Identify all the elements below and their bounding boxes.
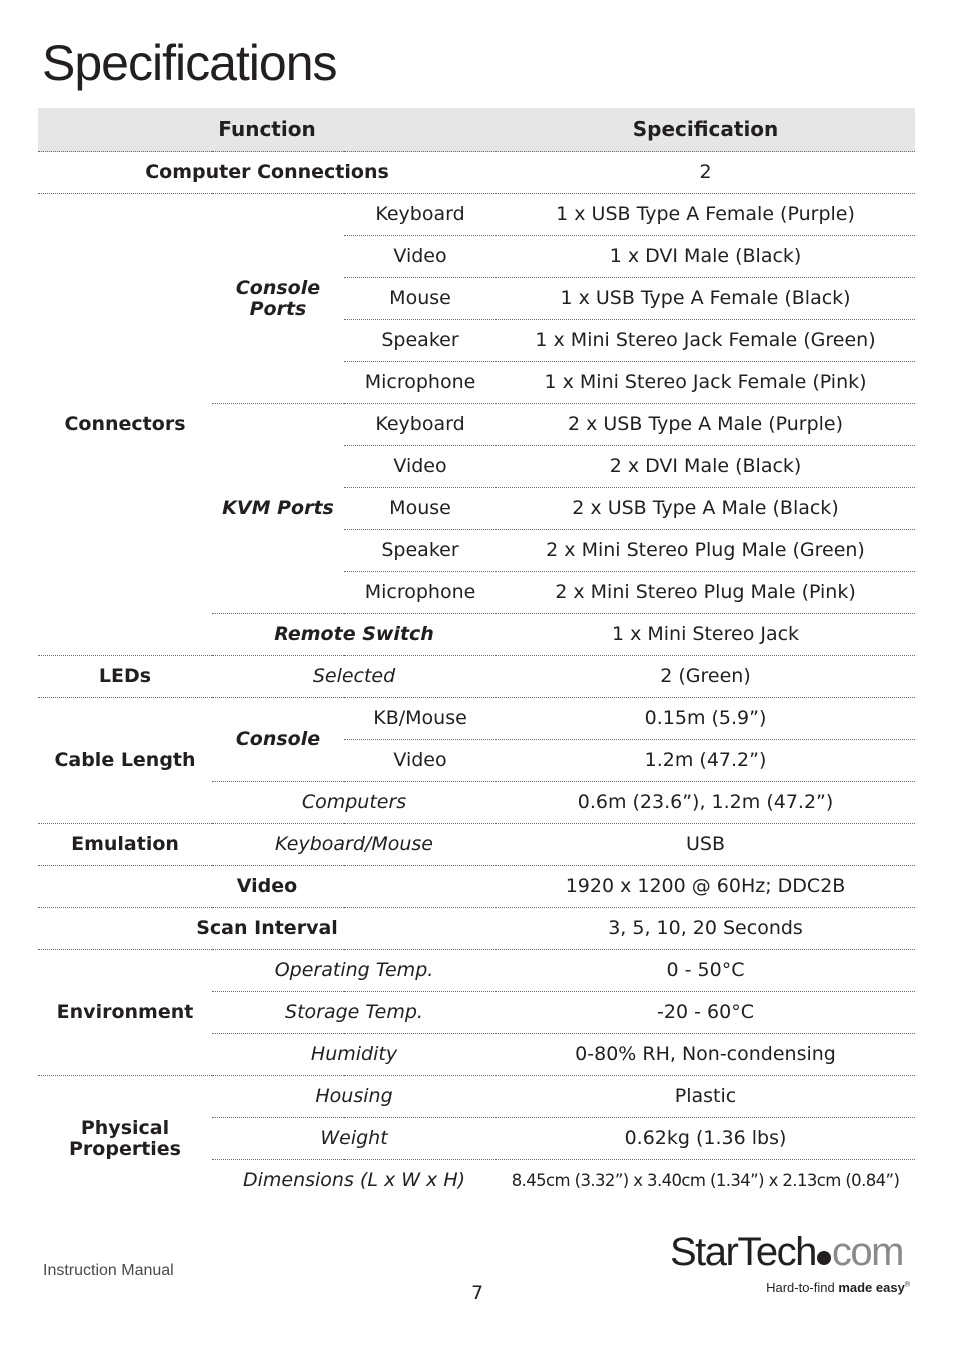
remote-switch-label: Remote Switch xyxy=(212,614,496,656)
physical-item: Dimensions (L x W x H) xyxy=(242,1169,466,1191)
logo-registered-mark: ® xyxy=(904,1281,910,1289)
table-row xyxy=(38,950,915,992)
logo-wordmark xyxy=(670,1230,910,1274)
table-row xyxy=(38,866,915,908)
table-row xyxy=(38,1076,915,1118)
computer-connections-label: Computer Connections xyxy=(38,152,496,194)
environment-value: -20 - 60°C xyxy=(496,992,915,1034)
port-value: 1 x USB Type A Female (Black) xyxy=(496,278,915,320)
port-name: Video xyxy=(344,446,496,488)
specifications-table xyxy=(38,108,915,1201)
logo-brand-start: StarTech xyxy=(670,1230,816,1274)
environment-label: Environment xyxy=(38,950,212,1076)
table-row xyxy=(38,194,915,236)
environment-item: Humidity xyxy=(212,1034,496,1076)
port-value: 2 x DVI Male (Black) xyxy=(496,446,915,488)
port-value: 2 x Mini Stereo Plug Male (Pink) xyxy=(496,572,915,614)
logo-tagline-start: Hard-to-find xyxy=(766,1280,839,1295)
port-name: Speaker xyxy=(344,320,496,362)
port-value: 1 x DVI Male (Black) xyxy=(496,236,915,278)
physical-value: Plastic xyxy=(496,1076,915,1118)
leds-label: LEDs xyxy=(38,656,212,698)
emulation-sub: Keyboard/Mouse xyxy=(212,824,496,866)
connectors-label: Connectors xyxy=(38,194,212,656)
cable-computers-value: 0.6m (23.6”), 1.2m (47.2”) xyxy=(496,782,915,824)
page-number: 7 xyxy=(470,1282,484,1304)
cable-value: 1.2m (47.2”) xyxy=(496,740,915,782)
port-name: Keyboard xyxy=(344,404,496,446)
video-value: 1920 x 1200 @ 60Hz; DDC2B xyxy=(496,866,915,908)
table-row xyxy=(38,824,915,866)
table-row xyxy=(38,656,915,698)
port-value: 1 x Mini Stereo Jack Female (Pink) xyxy=(496,362,915,404)
port-name: Microphone xyxy=(344,572,496,614)
physical-value: 8.45cm (3.32”) x 3.40cm (1.34”) x 2.13cm (0.84”) xyxy=(511,1171,900,1190)
environment-value: 0-80% RH, Non-condensing xyxy=(496,1034,915,1076)
table-row xyxy=(38,908,915,950)
port-name: Video xyxy=(344,236,496,278)
port-value: 1 x Mini Stereo Jack Female (Green) xyxy=(496,320,915,362)
cable-console-label: Console xyxy=(212,698,344,782)
cable-computers-label: Computers xyxy=(212,782,496,824)
scan-interval-value: 3, 5, 10, 20 Seconds xyxy=(496,908,915,950)
emulation-value: USB xyxy=(496,824,915,866)
video-label: Video xyxy=(38,866,496,908)
computer-connections-value: 2 xyxy=(496,152,915,194)
cable-length-label: Cable Length xyxy=(38,698,212,824)
logo-tagline xyxy=(670,1280,910,1295)
port-value: 2 x USB Type A Male (Black) xyxy=(496,488,915,530)
physical-value: 0.62kg (1.36 lbs) xyxy=(496,1118,915,1160)
cable-value: 0.15m (5.9”) xyxy=(496,698,915,740)
physical-item: Housing xyxy=(212,1076,496,1118)
port-name: Mouse xyxy=(344,488,496,530)
remote-switch-value: 1 x Mini Stereo Jack xyxy=(496,614,915,656)
port-value: 1 x USB Type A Female (Purple) xyxy=(496,194,915,236)
environment-item: Operating Temp. xyxy=(212,950,496,992)
footer-document-type: Instruction Manual xyxy=(43,1262,174,1279)
environment-item: Storage Temp. xyxy=(212,992,496,1034)
logo-tagline-bold: made easy xyxy=(838,1280,905,1295)
port-value: 2 x USB Type A Male (Purple) xyxy=(496,404,915,446)
table-row xyxy=(38,698,915,740)
physical-item: Weight xyxy=(212,1118,496,1160)
emulation-label: Emulation xyxy=(38,824,212,866)
port-name: Mouse xyxy=(344,278,496,320)
cable-item: KB/Mouse xyxy=(344,698,496,740)
page-title: Specifications xyxy=(42,35,337,91)
header-function: Function xyxy=(38,108,496,152)
leds-value: 2 (Green) xyxy=(496,656,915,698)
console-ports-label: Console Ports xyxy=(212,194,344,404)
scan-interval-label: Scan Interval xyxy=(38,908,496,950)
leds-sub: Selected xyxy=(212,656,496,698)
logo-brand-end: com xyxy=(831,1230,903,1274)
environment-value: 0 - 50°C xyxy=(496,950,915,992)
header-specification: Specification xyxy=(496,108,915,152)
physical-properties-label: Physical Properties xyxy=(69,1116,181,1160)
port-value: 2 x Mini Stereo Plug Male (Green) xyxy=(496,530,915,572)
port-name: Speaker xyxy=(344,530,496,572)
startech-logo xyxy=(670,1230,910,1310)
cable-item: Video xyxy=(344,740,496,782)
port-name: Keyboard xyxy=(344,194,496,236)
table-header-row xyxy=(38,108,915,152)
logo-dot-icon xyxy=(817,1251,831,1265)
table-row xyxy=(38,152,915,194)
port-name: Microphone xyxy=(344,362,496,404)
kvm-ports-label: KVM Ports xyxy=(212,404,344,614)
